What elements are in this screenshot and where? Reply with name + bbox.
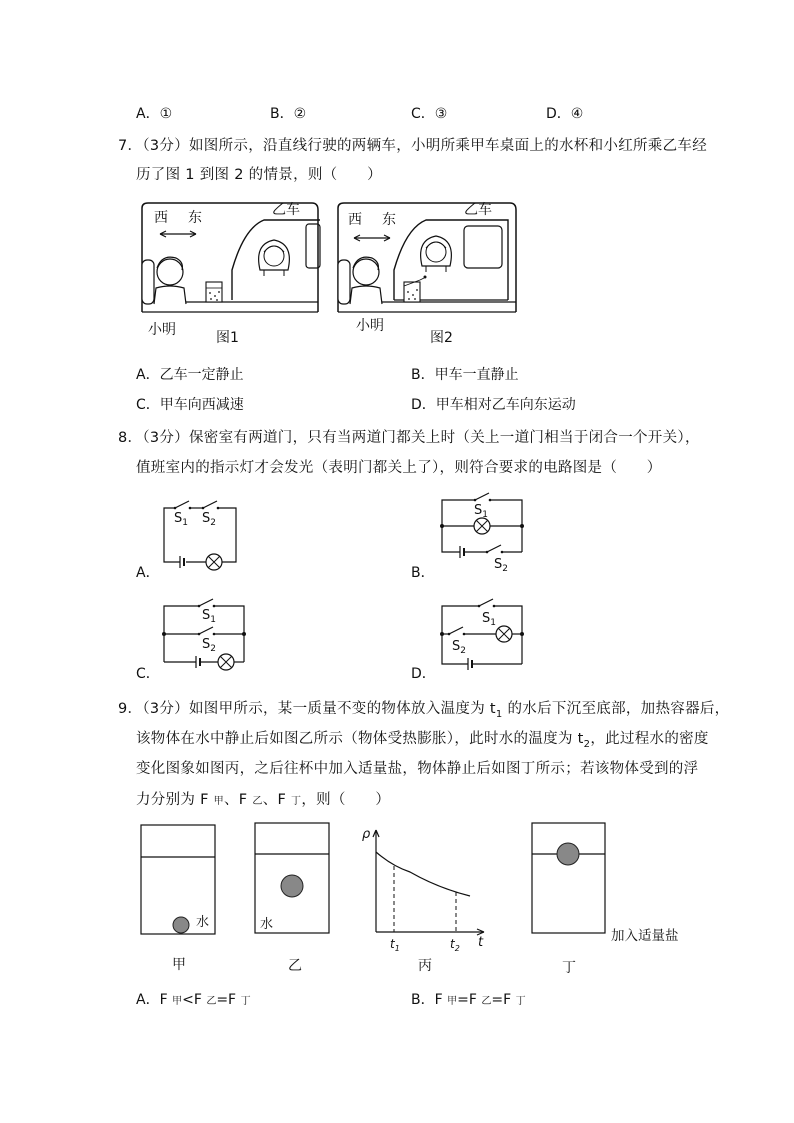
q9-figure-jia (140, 824, 220, 984)
figure-caption: 图1 (216, 330, 239, 346)
person-label: 小明 (148, 322, 176, 338)
q9-stem-line2: 该物体在水中静止后如图乙所示（物体受热膨胀），此时水的温度为 $t_2$，此过程水的密度 (136, 731, 709, 750)
caption-jia: 甲 (172, 957, 186, 973)
q7-option-b: B．甲车一直静止 (411, 367, 519, 383)
q7-option-a: A．乙车一定静止 (136, 367, 244, 383)
car-label: 乙车 (272, 202, 300, 218)
west-label: 西 (154, 210, 168, 226)
q8-stem-line1: 8．（3分）保密室有两道门，只有当两道门都关上时（关上一道门相当于闭合一个开关）， (118, 430, 700, 446)
q9-figure-yi (254, 822, 334, 982)
boy-icon (338, 257, 382, 304)
water-label: 水 (196, 915, 210, 930)
west-label: 西 (348, 212, 362, 228)
caption-bing: 丙 (418, 958, 432, 974)
caption-yi: 乙 (288, 958, 302, 974)
q9-figure-bing-density-graph (358, 822, 498, 982)
q7-option-c: C．甲车向西减速 (136, 397, 244, 413)
t1-tick: $t_1$ (390, 937, 400, 953)
boy-icon (142, 257, 186, 304)
q8-circuit-d (438, 594, 528, 674)
car-label: 乙车 (464, 202, 492, 218)
t2-tick: $t_2$ (450, 937, 460, 953)
q8-option-d-label: D． (411, 666, 436, 682)
q6-option-b: B．② (270, 106, 307, 122)
svg-text:S2: $S_2$ (494, 557, 508, 574)
q7-option-d: D．甲车相对乙车向东运动 (411, 397, 576, 413)
q8-option-c-label: C． (136, 666, 160, 682)
water-cup-icon (404, 276, 427, 303)
svg-text:S1: $S_1$ (474, 503, 488, 520)
svg-text:S2: $S_2$ (202, 511, 216, 528)
q6-option-c: C．③ (411, 106, 448, 122)
q7-stem-line2: 历了图 1 到图 2 的情景，则（ ） (136, 167, 382, 183)
caption-ding: 丁 (562, 960, 576, 976)
svg-text:S2: $S_2$ (452, 639, 466, 656)
water-cup-icon (206, 282, 222, 302)
q9-stem-line4: 力分别为 F 甲、F 乙、F 丁，则（ ） (136, 792, 391, 808)
q8-circuit-a (160, 498, 240, 578)
q8-option-b-label: B． (411, 565, 435, 581)
water-label: 水 (260, 917, 274, 932)
q9-stem-line3: 变化图象如图丙，之后往杯中加入适量盐，物体静止后如图丁所示；若该物体受到的浮 (136, 761, 699, 777)
east-label: 东 (188, 210, 202, 226)
q9-figure-ding (531, 822, 611, 982)
q9-option-b: B．F 甲=F 乙=F 丁 (411, 992, 526, 1008)
q6-option-a: A．① (136, 106, 173, 122)
figure-caption: 图2 (430, 330, 453, 346)
girl-icon (259, 240, 290, 276)
salt-label: 加入适量盐 (611, 928, 679, 944)
q6-option-d: D．④ (546, 106, 584, 122)
q7-stem-line1: 7．（3分）如图所示，沿直线行驶的两辆车，小明所乘甲车桌面上的水杯和小红所乘乙车经 (118, 138, 707, 154)
svg-text:S1: $S_1$ (174, 511, 188, 528)
svg-text:S1: $S_1$ (202, 608, 216, 625)
q8-stem-line2: 值班室内的指示灯才会发光（表明门都关上了），则符合要求的电路图是（ ） (136, 460, 662, 476)
svg-text:S2: $S_2$ (202, 637, 216, 654)
x-axis-label: t (478, 935, 484, 950)
q8-option-a-label: A． (136, 565, 160, 581)
q8-circuit-b (438, 490, 528, 580)
east-label: 东 (382, 212, 396, 228)
girl-icon (421, 236, 452, 272)
q8-circuit-c (160, 594, 250, 674)
q7-figure-1 (140, 200, 320, 345)
q7-figure-2 (336, 200, 518, 345)
svg-text:S1: $S_1$ (482, 611, 496, 628)
y-axis-label: ρ (362, 827, 371, 842)
q9-stem-line1: 9．（3分）如图甲所示，某一质量不变的物体放入温度为 $t_1$ 的水后下沉至底部，加热容器后， (118, 701, 730, 720)
person-label: 小明 (356, 318, 384, 334)
q9-option-a: A．F 甲<F 乙=F 丁 (136, 992, 251, 1008)
